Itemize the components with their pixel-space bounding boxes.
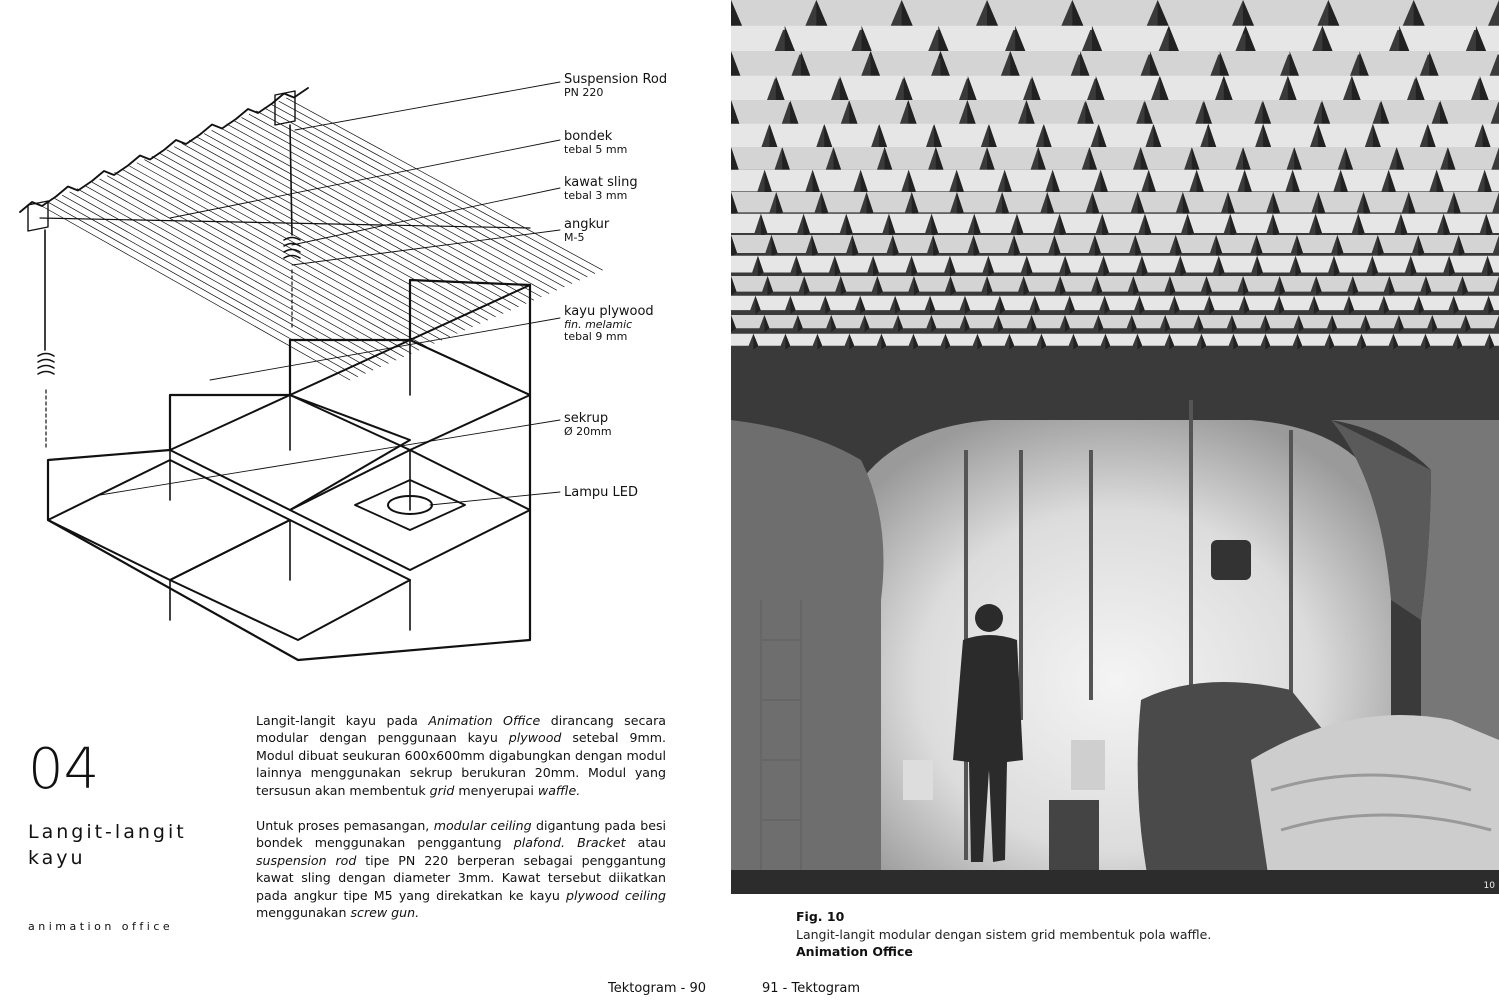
folio-right: 91 - Tektogram — [762, 981, 861, 996]
callout-sub: tebal 9 mm — [564, 330, 628, 344]
text-run: plafond. Bracket — [513, 835, 626, 851]
text-run: Langit-langit kayu pada — [256, 713, 429, 728]
callout-label — [564, 130, 627, 156]
callout-label — [564, 412, 612, 438]
text-run: Animation Office — [428, 713, 541, 728]
text-run: atau — [625, 835, 666, 851]
callout-sub: tebal 5 mm — [564, 143, 628, 157]
text-run: suspension rod — [256, 852, 357, 868]
folio-left: Tektogram - 90 — [608, 981, 707, 996]
text-run: screw gun. — [350, 905, 420, 921]
chapter-number: 04 — [28, 737, 100, 802]
callout-main: kawat sling — [564, 175, 638, 190]
text-run: grid — [429, 782, 455, 798]
text-run: dirancang secara modular dengan penggunaan kayu — [256, 713, 667, 746]
callout-main: sekrup — [564, 411, 609, 426]
callout-sub: M-5 — [564, 231, 585, 245]
callout-label — [564, 486, 638, 500]
callout-label — [564, 176, 638, 202]
body-paragraph-1 — [256, 712, 666, 799]
ceiling-photo — [731, 0, 1499, 894]
callout-label — [564, 218, 609, 244]
figure-caption: Langit-langit modular dengan sistem grid membentuk pola waffle. — [796, 927, 1212, 942]
callout-sub: PN 220 — [564, 86, 604, 100]
callout-main: bondek — [564, 129, 613, 144]
chapter-title — [28, 820, 228, 871]
chapter-subtitle: animation office — [28, 920, 174, 933]
photo-number: 10 — [1483, 881, 1495, 891]
text-run: setebal 9mm. Modul dibuat seukuran 600x600mm digabungkan dengan modul lainnya menggunakan sekrup berukuran 20mm. Modul yang tersusun akan membentuk — [256, 730, 666, 798]
text-run: plywood ceiling — [566, 887, 666, 903]
text-run: Untuk proses pemasangan, — [256, 818, 434, 833]
text-run: modular ceiling — [433, 818, 532, 833]
callout-main: Suspension Rod — [564, 72, 668, 87]
callout-main: angkur — [564, 217, 610, 232]
figure-credit: Animation Office — [796, 944, 913, 959]
figure-label: Fig. 10 — [796, 909, 845, 924]
text-run: waffle. — [537, 782, 581, 798]
text-run: menyerupai — [454, 782, 538, 798]
callout-main: kayu plywood — [564, 304, 654, 319]
text-run: digantung pada besi bondek menggunakan penggantung — [256, 818, 667, 851]
callout-label — [564, 73, 667, 99]
chapter-title-line2: kayu — [28, 846, 86, 869]
callout-label — [564, 305, 654, 343]
chapter-title-line1: Langit-langit — [28, 821, 187, 843]
callout-main: Lampu LED — [564, 485, 638, 500]
body-paragraph-2 — [256, 817, 666, 921]
text-run: tipe PN 220 berperan sebagai penggantung kawat sling dengan diameter 3mm. Kawat tersebut diikatkan pada angkur tipe M5 yang direkatkan ke kayu — [256, 852, 666, 903]
callout-sub: tebal 3 mm — [564, 189, 628, 203]
callout-sub: Ø 20mm — [564, 425, 612, 439]
text-run: plywood — [508, 730, 562, 746]
callout-sub: fin. melamic — [564, 318, 633, 332]
text-run: menggunakan — [256, 905, 351, 921]
